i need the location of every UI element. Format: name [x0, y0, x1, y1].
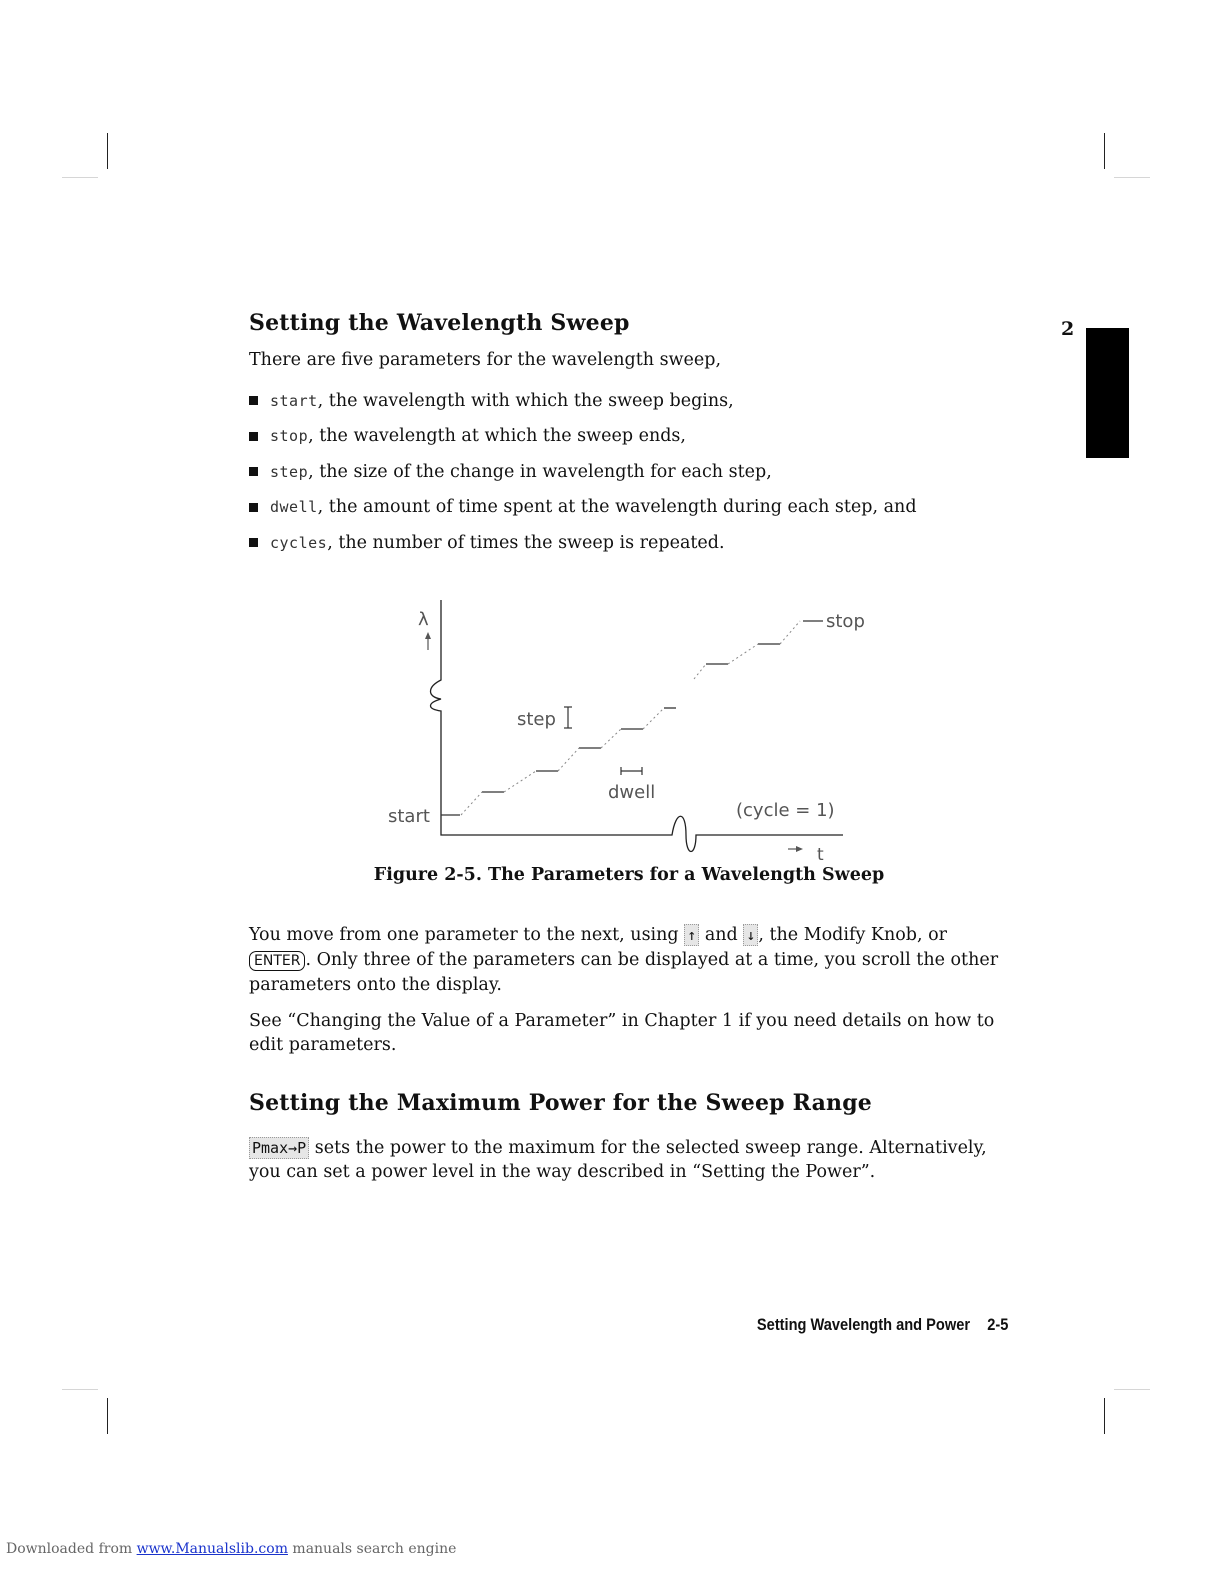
chapter-number: 2	[1061, 318, 1075, 340]
section-heading-max-power: Setting the Maximum Power for the Sweep Range	[249, 1090, 873, 1116]
trend-segment	[643, 708, 664, 729]
list-item	[249, 490, 917, 526]
list-item	[249, 525, 917, 561]
bullet-icon	[249, 396, 258, 405]
y-axis-label: λ	[418, 609, 429, 630]
bullet-icon	[249, 432, 258, 441]
max-power-paragraph	[249, 1136, 1009, 1184]
param-term: step	[270, 462, 309, 481]
max-power-text: sets the power to the maximum for the selected sweep range. Alternatively, you can set a power level in the way described in “Setting the Power”.	[249, 1138, 987, 1182]
step-label: step	[517, 709, 556, 730]
download-suffix: manuals search engine	[287, 1541, 457, 1557]
list-item	[249, 383, 917, 419]
stop-label: stop	[826, 611, 865, 632]
page-number: 2-5	[986, 1315, 1008, 1334]
trend-segment	[504, 771, 536, 792]
param-desc: , the size of the change in wavelength for each step,	[308, 461, 772, 482]
download-notice	[6, 1541, 456, 1557]
sweep-diagram	[380, 595, 880, 865]
nav-text: and	[704, 925, 738, 945]
cycle-label: (cycle = 1)	[736, 800, 835, 821]
nav-text: , the Modify Knob, or	[758, 925, 947, 945]
y-arrowhead-icon	[425, 632, 431, 639]
crop-mark	[62, 177, 98, 178]
start-label: start	[388, 806, 430, 827]
x-arrowhead-icon	[796, 846, 803, 852]
trend-segment	[780, 621, 800, 644]
crop-mark	[1114, 177, 1150, 178]
trend-segment	[728, 644, 758, 664]
section-heading-wavelength-sweep: Setting the Wavelength Sweep	[249, 310, 630, 336]
pmax-softkey[interactable]: Pmax→P	[249, 1137, 309, 1159]
crop-mark	[107, 1398, 108, 1434]
param-desc: , the number of times the sweep is repeated.	[327, 532, 725, 553]
dwell-label: dwell	[608, 782, 656, 803]
up-arrow-key[interactable]: ↑	[684, 924, 699, 946]
trend-segment	[601, 729, 621, 748]
list-item	[249, 419, 917, 455]
manualslib-link[interactable]: www.Manualslib.com	[136, 1541, 288, 1557]
down-arrow-key[interactable]: ↓	[743, 924, 758, 946]
dwell-indicator-icon	[621, 767, 642, 775]
download-prefix: Downloaded from	[6, 1541, 137, 1557]
crop-mark	[1104, 1398, 1105, 1434]
param-desc: , the wavelength with which the sweep begins,	[317, 390, 734, 411]
param-desc: , the wavelength at which the sweep ends,	[308, 426, 686, 447]
nav-text: . Only three of the parameters can be displayed at a time, you scroll the other parameters onto the display.	[249, 950, 999, 995]
trend-segment	[558, 748, 579, 771]
trend-segment	[461, 792, 482, 815]
crop-mark	[62, 1389, 98, 1390]
see-also-paragraph: See “Changing the Value of a Parameter” in Chapter 1 if you need details on how to edit parameters.	[249, 1011, 995, 1055]
param-term: start	[270, 391, 318, 410]
crop-mark	[107, 133, 108, 169]
step-indicator-icon	[564, 707, 572, 728]
figure-caption: Figure 2-5. The Parameters for a Wavelength Sweep	[373, 865, 885, 885]
list-item	[249, 454, 917, 490]
crop-mark	[1114, 1389, 1150, 1390]
parameter-list	[249, 383, 917, 561]
param-term: stop	[270, 427, 309, 446]
param-desc: , the amount of time spent at the wavelength during each step, and	[317, 497, 917, 518]
footer-title: Setting Wavelength and Power	[756, 1315, 970, 1334]
bullet-icon	[249, 538, 258, 547]
x-axis-label: t	[817, 845, 824, 865]
bullet-icon	[249, 503, 258, 512]
page-footer	[757, 1315, 1008, 1335]
bullet-icon	[249, 467, 258, 476]
sweep-intro: There are five parameters for the wavelength sweep,	[249, 350, 722, 370]
crop-mark	[1104, 133, 1105, 169]
chapter-tab	[1086, 328, 1129, 458]
navigation-paragraph	[249, 923, 1009, 998]
param-term: dwell	[270, 498, 318, 517]
param-term: cycles	[270, 533, 328, 552]
trend-segment	[694, 664, 706, 679]
enter-key[interactable]: ENTER	[249, 951, 305, 971]
nav-text: You move from one parameter to the next, using	[249, 925, 679, 945]
